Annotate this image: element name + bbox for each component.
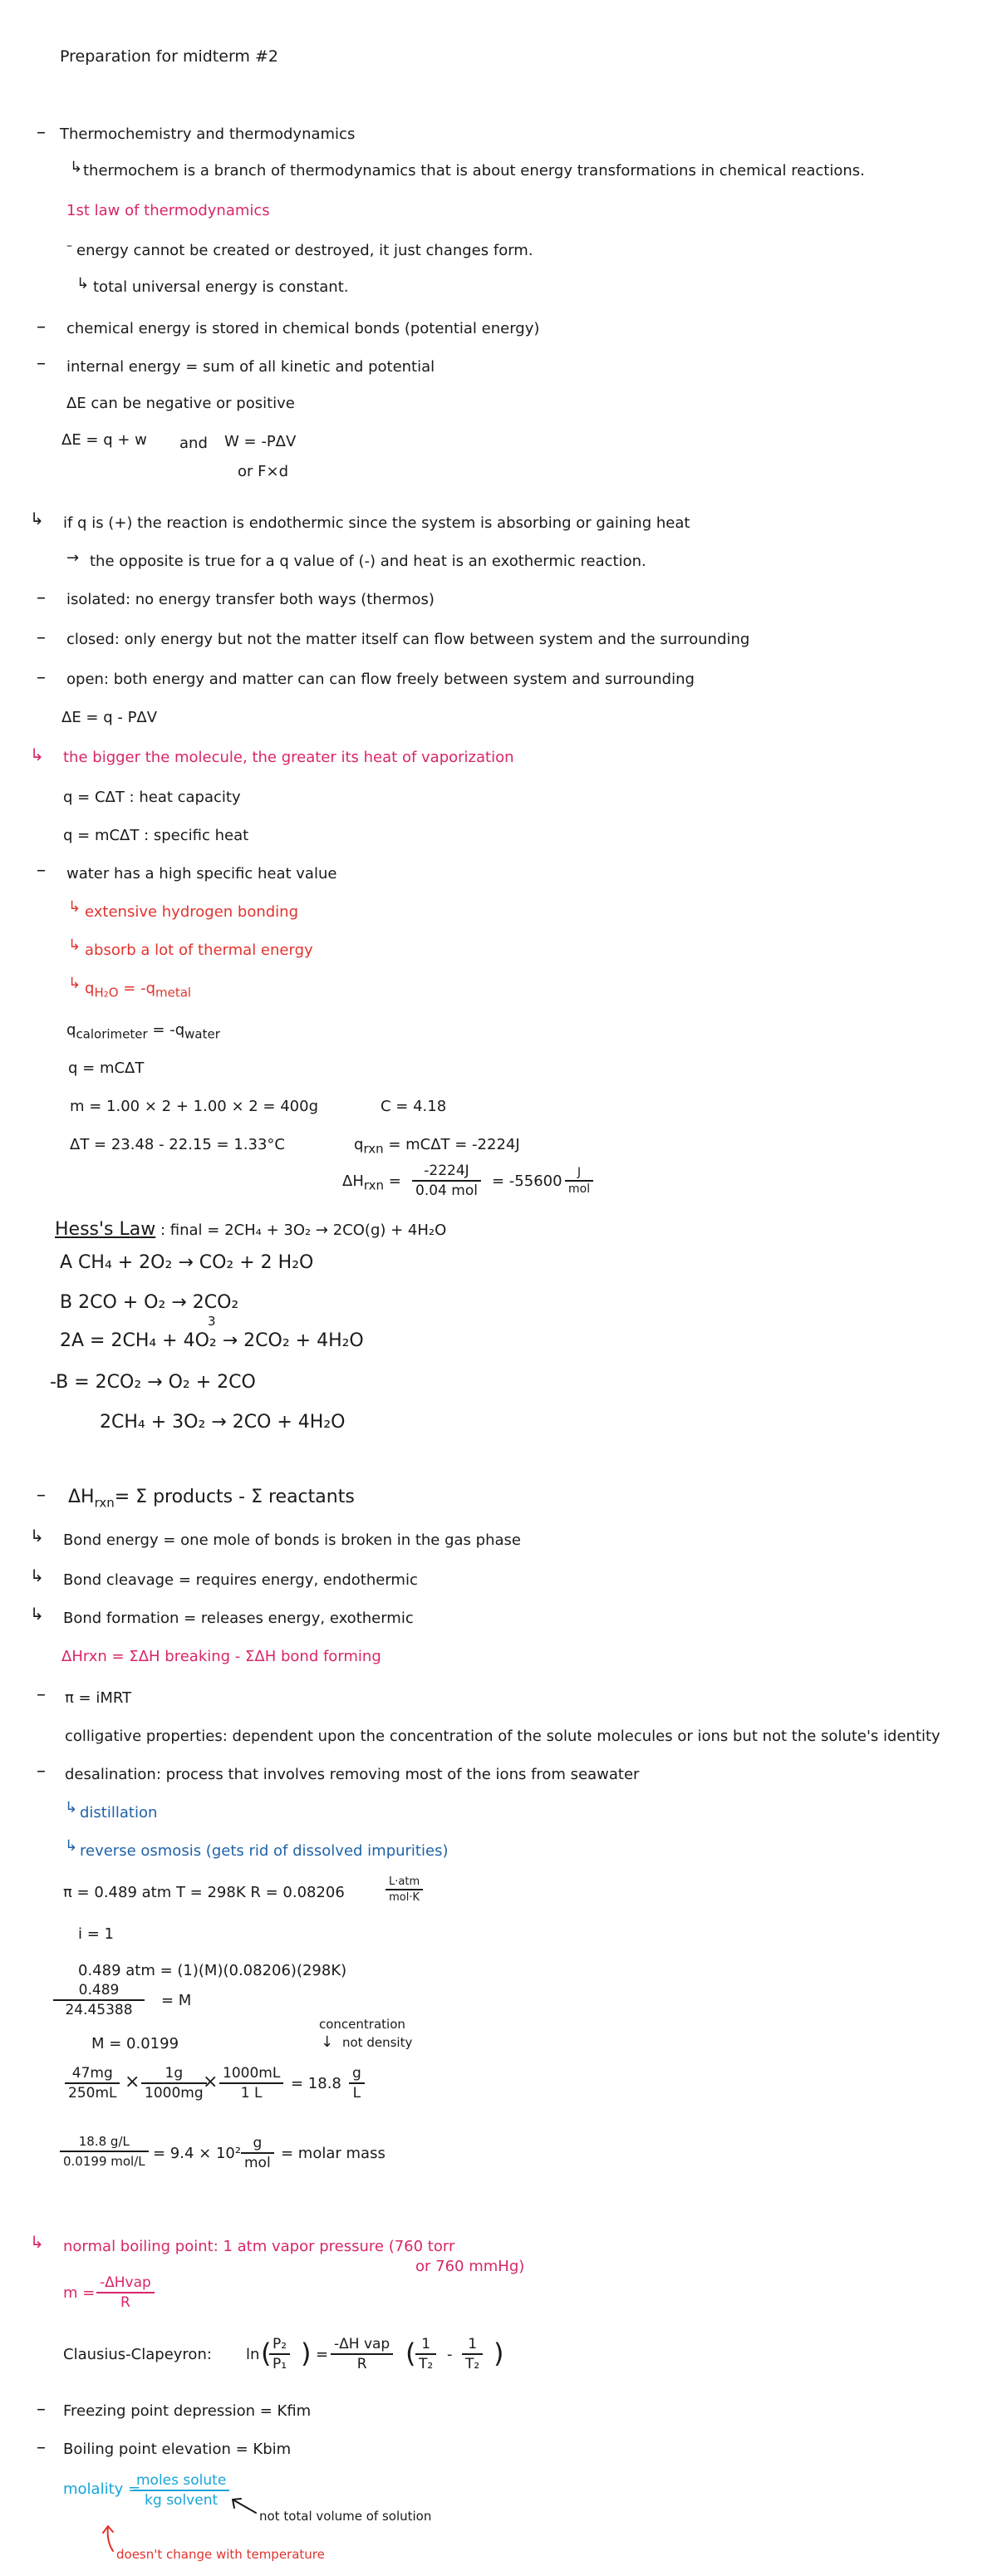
hess-result: 2CH₄ + 3O₂ → 2CO + 4H₂O <box>100 1412 346 1433</box>
freezing-point-depression: Freezing point depression = Kfim <box>63 2402 312 2420</box>
hess-reaction-a: A CH₄ + 2O₂ → CO₂ + 2 H₂O <box>60 1252 314 1273</box>
bond-formation: Bond formation = releases energy, exothermic <box>63 1610 414 1627</box>
osmosis-equation: 0.489 atm = (1)(M)(0.08206)(298K) <box>78 1962 347 1979</box>
work-equation: W = -PΔV <box>224 433 297 450</box>
dash-bullet: – <box>37 1761 46 1782</box>
dash-bullet: – <box>37 1485 46 1506</box>
delta-t-calculation: ΔT = 23.48 - 22.15 = 1.33°C <box>70 1136 286 1153</box>
q-rxn-calculation: $q_{rxn} = mC\Delta T = -2224J$ <box>354 1136 520 1157</box>
open-paren: ( <box>261 2338 272 2369</box>
water-specific-heat: water has a high specific heat value <box>66 865 337 882</box>
dash-bullet: – <box>66 239 72 253</box>
density-result: = 18.8 <box>291 2075 341 2092</box>
open-system: open: both energy and matter can can flow freely between system and surrounding <box>66 671 695 688</box>
normal-boiling-point: normal boiling point: 1 atm vapor pressure (760 torr <box>63 2238 455 2255</box>
and-word: and <box>179 435 208 452</box>
specific-heat: q = mCΔT : specific heat <box>63 827 249 844</box>
hess-law-line: Hess's Law : final = 2CH₄ + 3O₂ → 2CO(g) + 4H₂O <box>55 1219 447 1240</box>
close-paren: ) <box>301 2338 312 2369</box>
vant-hoff-factor: i = 1 <box>78 1925 114 1943</box>
not-total-volume-note: not total volume of solution <box>259 2509 432 2524</box>
heat-capacity: q = CΔT : heat capacity <box>63 789 241 806</box>
molality-label: molality = <box>63 2480 141 2498</box>
arrow-bullet-icon: ↳ <box>68 898 81 916</box>
delta-h-fraction: -2224J 0.04 mol <box>412 1162 481 1200</box>
thermo-heading: Thermochemistry and thermodynamics <box>60 125 356 143</box>
desalination: desalination: process that involves removing most of the ions from seawater <box>65 1766 640 1783</box>
dash-bullet: – <box>37 353 46 374</box>
molar-mass-label: = molar mass <box>281 2145 386 2162</box>
bond-cleavage: Bond cleavage = requires energy, endothermic <box>63 1571 418 1589</box>
inverse-temp-1: $\frac{1}{\text{T₂}}$ <box>415 2335 436 2373</box>
bond-enthalpy-equation: ΔHrxn = ΣΔH breaking - ΣΔH bond forming <box>61 1648 381 1665</box>
grams-per-mol-unit: g mol <box>241 2134 274 2172</box>
dash-bullet: – <box>37 317 46 337</box>
hess-reaction-b: B 2CO + O₂ → 2CO₂ <box>60 1292 239 1313</box>
isolated-system: isolated: no energy transfer both ways (thermos) <box>66 591 435 608</box>
boiling-point-elevation: Boiling point elevation = Kbim <box>63 2441 292 2458</box>
hess-two-a: 2A = 2CH₄ + 4O₂ → 2CO₂ + 4H₂O <box>60 1330 364 1351</box>
page-title: Preparation for midterm #2 <box>60 47 278 66</box>
inverse-temp-2: $\frac{1}{\text{T₂}}$ <box>462 2335 483 2373</box>
osmotic-pressure: π = iMRT <box>65 1689 132 1707</box>
dash-bullet: – <box>37 667 46 688</box>
slope-fraction: -ΔHvap R <box>96 2274 155 2312</box>
arrow-bullet-icon: ↳ <box>30 745 44 764</box>
arrow-bullet-icon: ↳ <box>65 1837 78 1855</box>
mass-calculation: m = 1.00 × 2 + 1.00 × 2 = 400g <box>70 1098 319 1115</box>
molar-mass-result: = 9.4 × 10² <box>153 2145 242 2162</box>
molarity-value: M = 0.0199 <box>91 2035 179 2052</box>
conversion-fraction-2: $\frac{1g}{1000mg}$ <box>141 2064 207 2102</box>
conversion-fraction-3: $\frac{1000mL}{1 L}$ <box>219 2064 283 2102</box>
absorb-thermal-energy: absorb a lot of thermal energy <box>85 941 313 959</box>
equals-sign: = <box>316 2346 329 2363</box>
exothermic-note: the opposite is true for a q value of (-) and heat is an exothermic reaction. <box>90 553 646 570</box>
hydrogen-bonding: extensive hydrogen bonding <box>85 903 299 921</box>
dash-bullet: – <box>37 627 46 648</box>
grams-per-liter-unit: $\frac{g}{L}$ <box>349 2064 365 2102</box>
arrow-bullet-icon: ↳ <box>30 1604 44 1624</box>
energy-rule: energy cannot be created or destroyed, it just changes form. <box>76 242 533 259</box>
natural-log: ln <box>246 2346 260 2363</box>
dash-bullet: – <box>37 587 46 608</box>
osmosis-given-values: π = 0.489 atm T = 298K R = 0.08206 <box>63 1884 345 1901</box>
times-sign: × <box>125 2072 140 2092</box>
dash-bullet: – <box>37 2437 46 2458</box>
bond-energy: Bond energy = one mole of bonds is broken in the gas phase <box>63 1531 521 1549</box>
internal-energy: internal energy = sum of all kinetic and potential <box>66 358 435 376</box>
arrow-bullet-icon: ↳ <box>30 1526 44 1546</box>
arrow-bullet-icon: ↳ <box>70 159 83 176</box>
gas-constant-unit: L·atm mol·K <box>386 1875 423 1905</box>
pressure-ratio: $\frac{\text{P₂}}{\text{P₁}}$ <box>269 2335 290 2373</box>
reverse-osmosis: reverse osmosis (gets rid of dissolved impurities) <box>80 1842 449 1860</box>
arrow-bullet-icon: ↳ <box>68 937 81 954</box>
first-law-heading: 1st law of thermodynamics <box>66 202 270 219</box>
arrow-bullet-icon: ↳ <box>30 2232 44 2252</box>
hess-minus-b: -B = 2CO₂ → O₂ + 2CO <box>50 1372 256 1393</box>
minus-sign: - <box>447 2346 453 2363</box>
concentration-note: concentration <box>319 2017 405 2032</box>
q-mcat-equation: q = mCΔT <box>68 1059 145 1077</box>
down-arrow-icon: ↓ <box>321 2033 334 2051</box>
slope-label: m = <box>63 2284 96 2302</box>
chemical-energy: chemical energy is stored in chemical bonds (potential energy) <box>66 320 540 337</box>
arrow-bullet-icon: ↳ <box>30 509 44 528</box>
arrow-bullet-icon: ↳ <box>68 975 81 992</box>
molality-fraction: moles solute kg solvent <box>133 2471 229 2510</box>
molarity-equals: = M <box>161 1992 192 2009</box>
colligative-properties: colligative properties: dependent upon the concentration of the solute molecules or ions but not the solute's identity <box>65 1728 941 1745</box>
closed-system: closed: only energy but not the matter itself can flow between system and the surrounding <box>66 631 750 648</box>
conversion-fraction-1: $\frac{47mg}{250mL}$ <box>65 2064 120 2102</box>
dash-bullet: – <box>37 1684 46 1705</box>
molar-mass-fraction: 18.8 g/L 0.0199 mol/L <box>60 2132 149 2170</box>
no-temperature-change-note: doesn't change with temperature <box>116 2547 325 2562</box>
delta-e-open: ΔE = q - PΔV <box>61 709 158 726</box>
distillation: distillation <box>80 1804 158 1821</box>
clausius-clapeyron-label: Clausius-Clapeyron: <box>63 2346 212 2363</box>
close-paren: ) <box>494 2338 504 2369</box>
delta-h-result: = -55600 <box>492 1172 562 1190</box>
arrow-bullet-icon: ↳ <box>76 275 90 293</box>
not-density-note: not density <box>342 2035 413 2050</box>
delta-h-sum-equation: $\Delta H_{rxn}= \Sigma$ products - Σ reactants <box>68 1487 355 1511</box>
normal-boiling-point-mmhg: or 760 mmHg) <box>415 2258 525 2275</box>
dash-bullet: – <box>37 860 46 881</box>
delta-e-equation: ΔE = q + w <box>61 431 147 449</box>
pointer-arrow-icon <box>226 2495 259 2519</box>
arrow-bullet-icon: ↳ <box>65 1799 78 1816</box>
thermo-definition: thermochem is a branch of thermodynamics that is about energy transformations in chemical reactions. <box>83 162 865 179</box>
vaporization-note: the bigger the molecule, the greater its heat of vaporization <box>63 749 514 766</box>
work-alt: or F×d <box>238 463 288 480</box>
molarity-fraction: $\frac{0.489}{24.45388}$ <box>53 1981 145 2019</box>
q-water-equation: $q_{H_2O} = -q_{metal}$ <box>85 980 192 1000</box>
open-paren: ( <box>405 2338 416 2369</box>
dash-bullet: – <box>37 122 46 143</box>
q-calorimeter-equation: $q_{calorimeter} = -q_{water}$ <box>66 1021 220 1042</box>
hess-coefficient-note: 3 <box>208 1314 216 1329</box>
specific-heat-value: C = 4.18 <box>381 1098 447 1115</box>
joule-per-mol-unit: J mol <box>565 1165 593 1197</box>
delta-h-rxn-label: $\Delta H_{rxn}$ = <box>342 1172 401 1193</box>
arrow-bullet-icon: ↳ <box>30 1566 44 1585</box>
enthalpy-ratio: -ΔH vap R <box>331 2335 393 2373</box>
dash-bullet: – <box>37 2399 46 2420</box>
endothermic-note: if q is (+) the reaction is endothermic since the system is absorbing or gaining heat <box>63 514 690 532</box>
total-energy: total universal energy is constant. <box>93 278 349 296</box>
times-sign: × <box>203 2072 219 2092</box>
delta-e-sign: ΔE can be negative or positive <box>66 395 295 412</box>
right-arrow-icon: → <box>66 549 80 567</box>
